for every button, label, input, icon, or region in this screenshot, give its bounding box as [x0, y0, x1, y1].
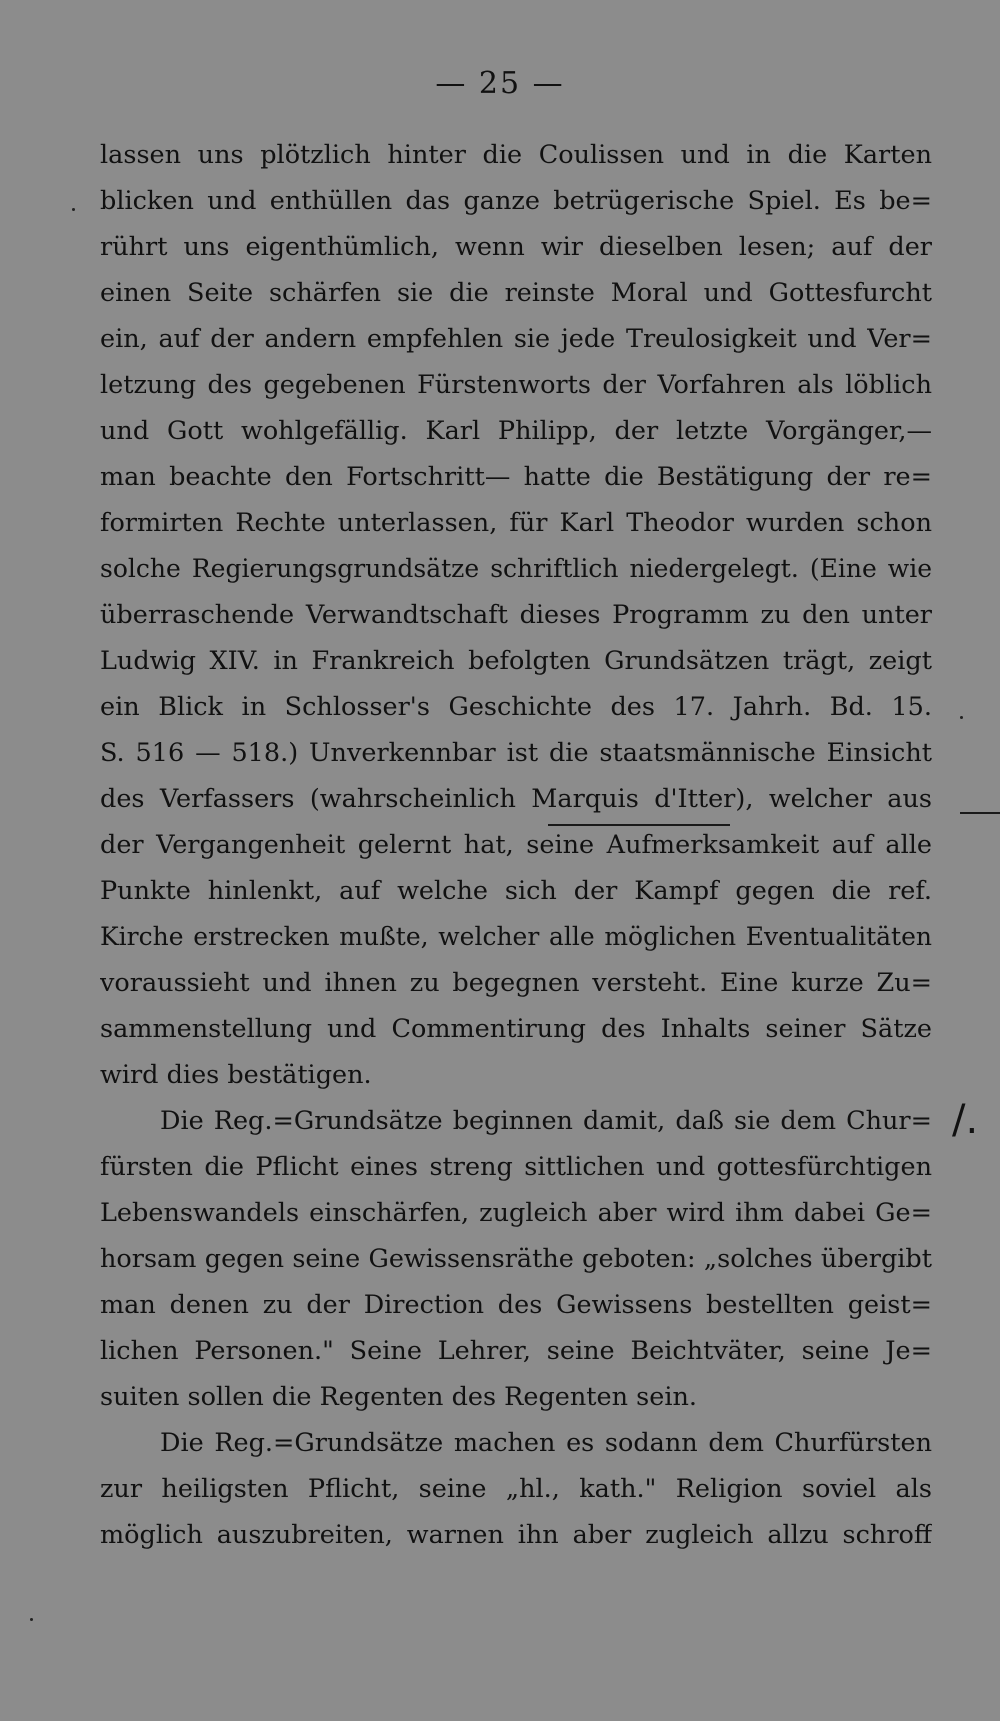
- page-number: — 25 —: [435, 66, 565, 101]
- text-line: und Gott wohlgefällig. Karl Philipp, der letzte Vorgänger,—: [100, 416, 932, 446]
- text-line: der Vergangenheit gelernt hat, seine Aufmerksamkeit auf alle: [100, 830, 932, 860]
- dust-speck: [960, 716, 963, 719]
- margin-pencil-mark: /.: [952, 1097, 979, 1143]
- text-line: wird dies bestätigen.: [100, 1060, 372, 1090]
- body-text: [100, 132, 932, 1558]
- text-line: lassen uns plötzlich hinter die Coulissen und in die Karten: [100, 140, 932, 170]
- text-line: überraschende Verwandtschaft dieses Programm zu den unter: [100, 600, 932, 630]
- text-line: formirten Rechte unterlassen, für Karl Theodor wurden schon: [100, 508, 932, 538]
- text-line: fürsten die Pflicht eines streng sittlichen und gottesfürchtigen: [100, 1152, 932, 1182]
- margin-pencil-line: [960, 812, 1000, 814]
- text-line: man denen zu der Direction des Gewissens bestellten geist=: [100, 1290, 932, 1320]
- pencil-underline: [548, 824, 730, 826]
- text-line: Die Reg.=Grundsätze beginnen damit, daß sie dem Chur=: [160, 1106, 932, 1136]
- text-line: ein, auf der andern empfehlen sie jede Treulosigkeit und Ver=: [100, 324, 932, 354]
- text-line: zur heiligsten Pflicht, seine „hl., kath." Religion soviel als: [100, 1474, 932, 1504]
- text-line: voraussieht und ihnen zu begegnen versteht. Eine kurze Zu=: [100, 968, 932, 998]
- text-line: man beachte den Fortschritt— hatte die Bestätigung der re=: [100, 462, 932, 492]
- text-line: einen Seite schärfen sie die reinste Moral und Gottesfurcht: [100, 278, 932, 308]
- text-line: ein Blick in Schlosser's Geschichte des 17. Jahrh. Bd. 15.: [100, 692, 932, 722]
- dust-speck: [30, 1618, 33, 1621]
- text-line: sammenstellung und Commentirung des Inhalts seiner Sätze: [100, 1014, 932, 1044]
- text-line: solche Regierungsgrundsätze schriftlich niedergelegt. (Eine wie: [100, 554, 932, 583]
- text-line: letzung des gegebenen Fürstenworts der Vorfahren als löblich: [100, 370, 932, 400]
- text-line: blicken und enthüllen das ganze betrügerische Spiel. Es be=: [100, 186, 932, 216]
- text-line: Die Reg.=Grundsätze machen es sodann dem Churfürsten: [160, 1428, 932, 1458]
- text-line: Ludwig XIV. in Frankreich befolgten Grundsätzen trägt, zeigt: [100, 646, 932, 676]
- text-line: Kirche erstrecken mußte, welcher alle möglichen Eventualitäten: [100, 922, 932, 951]
- text-line: des Verfassers (wahrscheinlich Marquis d'Itter), welcher aus: [100, 784, 932, 814]
- text-line: horsam gegen seine Gewissensräthe geboten: „solches übergibt: [100, 1244, 932, 1274]
- text-line: rührt uns eigenthümlich, wenn wir dieselben lesen; auf der: [100, 232, 932, 262]
- text-line: Punkte hinlenkt, auf welche sich der Kampf gegen die ref.: [100, 876, 932, 906]
- text-line: möglich auszubreiten, warnen ihn aber zugleich allzu schroff: [100, 1520, 932, 1550]
- dust-speck: [72, 208, 75, 211]
- text-line: suiten sollen die Regenten des Regenten sein.: [100, 1382, 698, 1412]
- text-line: Lebenswandels einschärfen, zugleich aber wird ihm dabei Ge=: [100, 1198, 932, 1228]
- text-line: lichen Personen." Seine Lehrer, seine Beichtväter, seine Je=: [100, 1336, 932, 1366]
- text-line: S. 516 — 518.) Unverkennbar ist die staatsmännische Einsicht: [100, 738, 932, 768]
